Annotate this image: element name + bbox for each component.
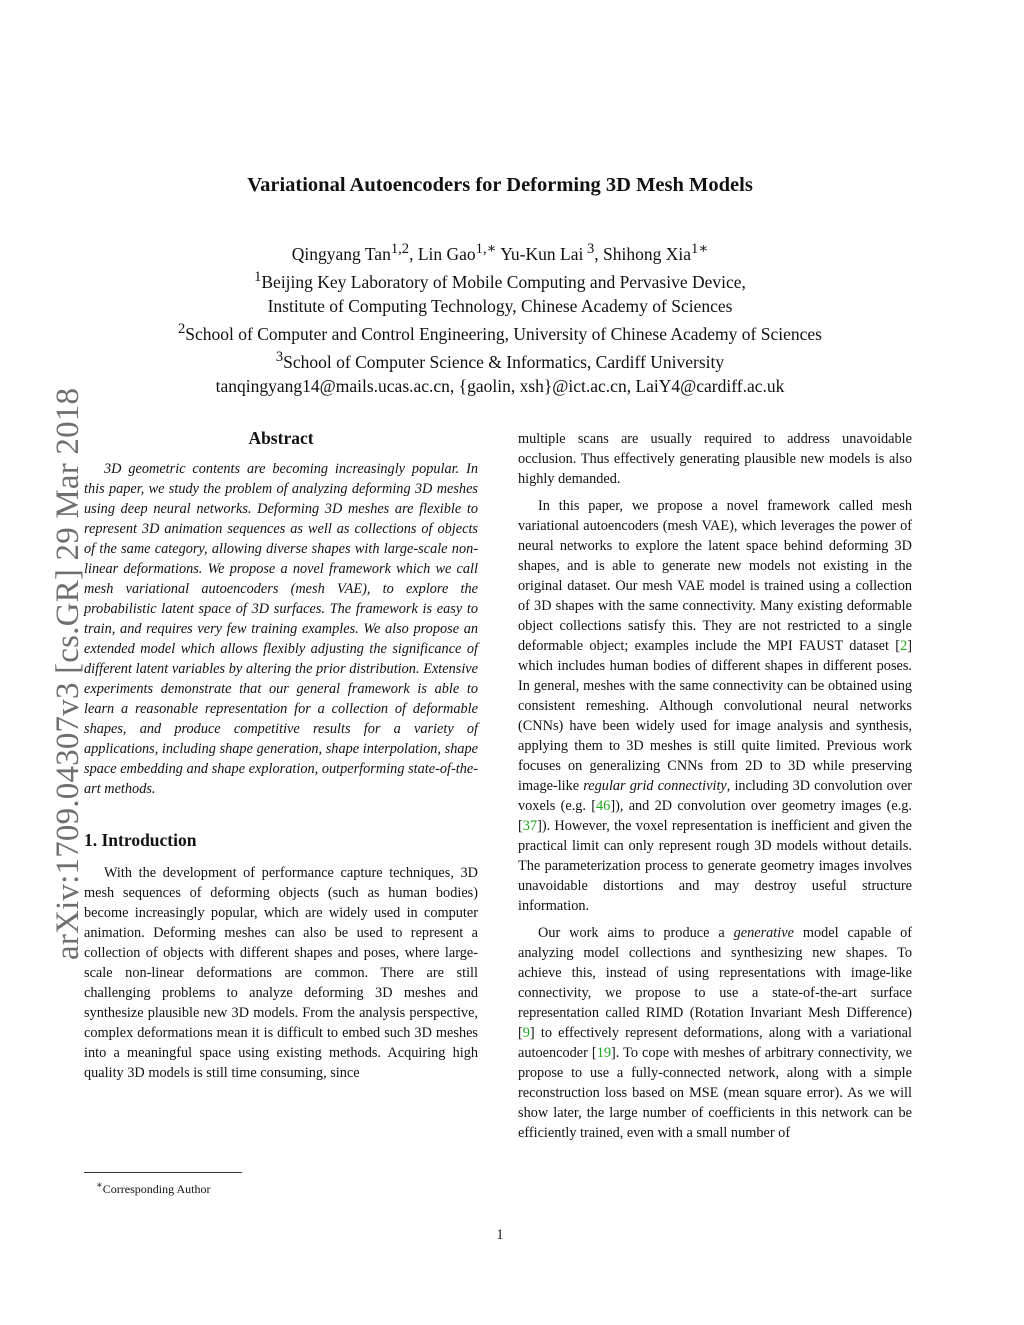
body-text: Our work aims to produce a: [538, 925, 734, 941]
paper-title: Variational Autoencoders for Deforming 3D Mesh Models: [247, 174, 753, 196]
citation-link[interactable]: 9: [522, 1025, 530, 1041]
intro-paragraph: With the development of performance capture techniques, 3D mesh sequences of deforming objects (such as human bodies) become increasingly popular, which are widely used in computer animation. Deforming meshes can also be used to represent a collection of objects with different shapes and poses, where large-scale non-linear deformations are common. There are still challenging problems to analyze deforming 3D meshes and synthesize plausible new 3D models. From the analysis perspective, complex deformations mean it is difficult to embed such 3D meshes into a meaningful space using existing methods. Acquiring high quality 3D models is still time consuming, since: [84, 865, 478, 1081]
author-superscript: 1∗: [691, 241, 709, 257]
author-superscript: 1,∗: [475, 241, 497, 257]
affiliation-line: [100, 318, 900, 346]
body-text: ] to effectively represent deformations, along with a variational autoencoder [: [518, 1025, 912, 1061]
footnote-text: Corresponding Author: [102, 1182, 211, 1196]
author-separator: ,: [594, 243, 604, 264]
right-column: [518, 429, 912, 1143]
affiliation-text: School of Computer and Control Engineering, University of Chinese Academy of Sciences: [185, 323, 822, 344]
affiliation-superscript: 2: [178, 321, 186, 338]
body-text: ] which includes human bodies of different shapes in different poses. In general, meshes with the same connectivity can be obtained using consistent remeshing. Although convolutional neural networks (CNNs) have been widely used for image analysis and synthesis, applying them to 3D meshes is still quite limited. Previous work focuses on generalizing CNNs from 2D to 3D while preserving image-like: [518, 638, 912, 794]
affiliation-line: [100, 266, 900, 294]
left-column: [84, 427, 478, 1083]
author-name: Yu-Kun Lai: [500, 243, 584, 264]
body-text: model capable of analyzing model collections and synthesizing new shapes. To achieve this, instead of using representations with image-like connectivity, we propose to use a state-of-the-art surface representation called RIMD (Rotation Invariant Mesh Difference) [: [518, 925, 912, 1041]
affiliation-text: Beijing Key Laboratory of Mobile Computing and Pervasive Device,: [261, 272, 746, 293]
emphasis-text: regular grid connectivity: [583, 778, 727, 794]
affiliation-line: [100, 346, 900, 374]
affiliation-superscript: 1: [254, 269, 262, 286]
affiliation-line: [100, 295, 900, 319]
abstract-heading: Abstract: [248, 428, 314, 448]
page-number: 1: [496, 1227, 504, 1243]
body-text: ]). However, the voxel representation is inefficient and given the practical limit can only represent rough 3D models without details. The parameterization process to generate geometry images involves unavoidable distortions and may destroy useful structure information.: [518, 818, 912, 914]
citation-link[interactable]: 37: [522, 818, 538, 834]
body-text: ]), and 2D convolution over geometry images (e.g. [: [518, 798, 913, 834]
citation-link[interactable]: 46: [596, 798, 611, 814]
body-text: , including 3D convolution over voxels (e.g. [: [518, 778, 912, 814]
abstract-body: 3D geometric contents are becoming increasingly popular. In this paper, we study the problem of analyzing deforming 3D meshes using deep neural networks. Deforming 3D meshes are flexible to represent 3D animation sequences as well as collections of objects of the same category, allowing diverse shapes with large-scale non-linear deformations. We propose a novel framework which we call mesh variational autoencoders (mesh VAE), to explore the probabilistic latent space of 3D surfaces. The framework is easy to train, and requires very few training examples. We also propose an extended model which allows flexibly adjusting the significance of different latent variables by altering the prior distribution. Extensive experiments demonstrate that our general framework is able to learn a reasonable representation for a collection of deformable shapes, and produce competitive results for a variety of applications, including shape generation, shape interpolation, shape space embedding and shape exploration, outperforming state-of-the-art methods.: [84, 461, 478, 797]
author-block: [100, 238, 900, 398]
affiliation-text: Institute of Computing Technology, Chinese Academy of Sciences: [267, 295, 733, 316]
email-line: tanqingyang14@mails.ucas.ac.cn, {gaolin, xsh}@ict.ac.cn, LaiY4@cardiff.ac.uk: [215, 375, 785, 396]
arxiv-identifier-text: arXiv:1709.04307v3 [cs.GR] 29 Mar 2018: [50, 387, 86, 960]
body-paragraph: [518, 923, 912, 1143]
body-text: ]. To cope with meshes of arbitrary connectivity, we propose to use a fully-connected network, along with a simple reconstruction loss based on MSE (mean square error). As we will show later, the large number of coefficients in this network can be efficiently trained, even with a small number of: [518, 1045, 913, 1141]
affiliation-superscript: 3: [275, 349, 284, 366]
body-paragraph: [518, 496, 912, 916]
section-heading-introduction: 1. Introduction: [84, 830, 197, 850]
author-name: Shihong Xia: [603, 243, 692, 264]
citation-link[interactable]: 2: [900, 638, 908, 654]
author-name: Lin Gao: [417, 243, 476, 264]
footnote-divider: [84, 1172, 242, 1173]
author-superscript: 3: [583, 241, 595, 257]
emphasis-text: generative: [733, 925, 794, 941]
affiliation-text: School of Computer Science & Informatics, Cardiff University: [283, 352, 725, 373]
body-text: In this paper, we propose a novel framework called mesh variational autoencoders (mesh VAE), which leverages the power of neural networks to explore the latent space behind deforming 3D shapes, and is able to generate new models not existing in the original dataset. Our mesh VAE model is trained using a collection of 3D shapes with the same connectivity. Many existing deformable object collections satisfy this. They are not restricted to a single deformable object; examples include the MPI FAUST dataset [: [518, 498, 912, 654]
footnote: [96, 1178, 210, 1197]
author-line: [100, 238, 900, 266]
author-name: Qingyang Tan: [291, 243, 391, 264]
author-separator: ,: [409, 243, 418, 264]
body-paragraph: multiple scans are usually required to address unavoidable occlusion. Thus effectively generating plausible new models is also highly demanded.: [518, 431, 912, 487]
citation-link[interactable]: 19: [596, 1045, 611, 1061]
author-superscript: 1,2: [390, 241, 410, 257]
footnote-mark: ∗: [96, 1180, 103, 1191]
arxiv-identifier: [4, 370, 86, 960]
